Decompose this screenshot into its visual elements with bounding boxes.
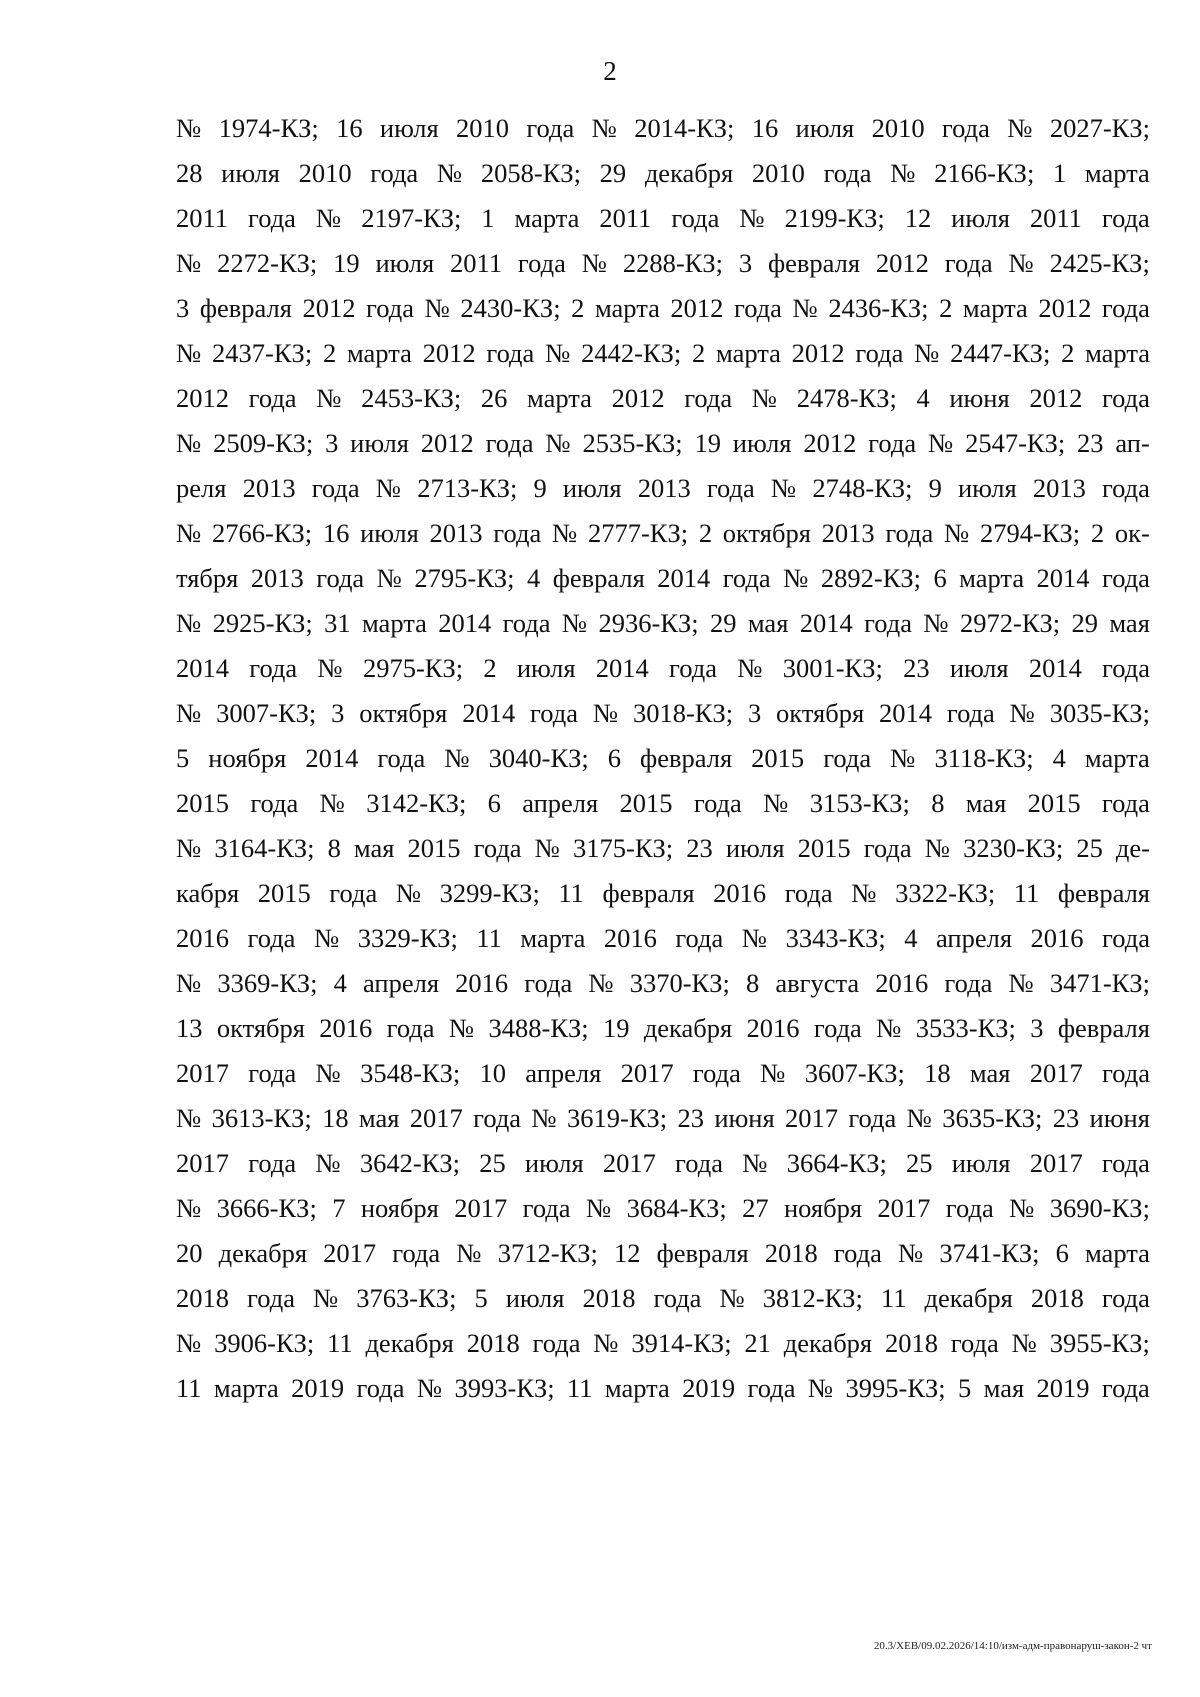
text-line: № 2509-КЗ; 3 июля 2012 года № 2535-КЗ; 19 июля 2012 года № 2547-КЗ; 23 ап- — [176, 428, 1150, 458]
text-line: № 3666-КЗ; 7 ноября 2017 года № 3684-КЗ; 27 ноября 2017 года № 3690-КЗ; — [176, 1193, 1150, 1223]
document-body — [176, 106, 1150, 1411]
text-line: № 2272-КЗ; 19 июля 2011 года № 2288-КЗ; 3 февраля 2012 года № 2425-КЗ; — [176, 248, 1150, 278]
text-line: 5 ноября 2014 года № 3040-КЗ; 6 февраля 2015 года № 3118-КЗ; 4 марта — [176, 743, 1150, 773]
text-line: 20 декабря 2017 года № 3712-КЗ; 12 февраля 2018 года № 3741-КЗ; 6 марта — [176, 1238, 1150, 1268]
text-line: № 3613-КЗ; 18 мая 2017 года № 3619-КЗ; 23 июня 2017 года № 3635-КЗ; 23 июня — [176, 1103, 1150, 1133]
text-line: № 1974-КЗ; 16 июля 2010 года № 2014-КЗ; 16 июля 2010 года № 2027-КЗ; — [176, 113, 1150, 143]
text-line: 2018 года № 3763-КЗ; 5 июля 2018 года № 3812-КЗ; 11 декабря 2018 года — [176, 1283, 1150, 1313]
text-line: № 3007-КЗ; 3 октября 2014 года № 3018-КЗ; 3 октября 2014 года № 3035-КЗ; — [176, 698, 1150, 728]
text-line: 2012 года № 2453-КЗ; 26 марта 2012 года № 2478-КЗ; 4 июня 2012 года — [176, 383, 1150, 413]
text-line: 3 февраля 2012 года № 2430-КЗ; 2 марта 2012 года № 2436-КЗ; 2 марта 2012 года — [176, 293, 1150, 323]
text-line: кабря 2015 года № 3299-КЗ; 11 февраля 2016 года № 3322-КЗ; 11 февраля — [176, 878, 1150, 908]
text-line: тября 2013 года № 2795-КЗ; 4 февраля 2014 года № 2892-КЗ; 6 марта 2014 года — [176, 563, 1150, 593]
text-line: № 3906-КЗ; 11 декабря 2018 года № 3914-КЗ; 21 декабря 2018 года № 3955-КЗ; — [176, 1328, 1150, 1358]
text-line: 2017 года № 3548-КЗ; 10 апреля 2017 года № 3607-КЗ; 18 мая 2017 года — [176, 1058, 1150, 1088]
text-line: 2011 года № 2197-КЗ; 1 марта 2011 года № 2199-КЗ; 12 июля 2011 года — [176, 203, 1150, 233]
text-line: № 2766-КЗ; 16 июля 2013 года № 2777-КЗ; 2 октября 2013 года № 2794-КЗ; 2 ок- — [176, 518, 1150, 548]
text-line: № 3369-КЗ; 4 апреля 2016 года № 3370-КЗ; 8 августа 2016 года № 3471-КЗ; — [176, 968, 1150, 998]
document-footer: 20.3/ХЕВ/09.02.2026/14:10/изм-адм-правонаруш-закон-2 чт — [873, 1640, 1152, 1652]
page-number: 2 — [603, 56, 617, 86]
text-line: 2015 года № 3142-КЗ; 6 апреля 2015 года № 3153-КЗ; 8 мая 2015 года — [176, 788, 1150, 818]
text-line: 13 октября 2016 года № 3488-КЗ; 19 декабря 2016 года № 3533-КЗ; 3 февраля — [176, 1013, 1150, 1043]
text-line: № 2437-КЗ; 2 марта 2012 года № 2442-КЗ; 2 марта 2012 года № 2447-КЗ; 2 марта — [176, 338, 1150, 368]
text-line: 11 марта 2019 года № 3993-КЗ; 11 марта 2019 года № 3995-КЗ; 5 мая 2019 года — [176, 1373, 1150, 1403]
text-line: 2016 года № 3329-КЗ; 11 марта 2016 года № 3343-КЗ; 4 апреля 2016 года — [176, 923, 1150, 953]
text-line: 2017 года № 3642-КЗ; 25 июля 2017 года № 3664-КЗ; 25 июля 2017 года — [176, 1148, 1150, 1178]
text-line: 28 июля 2010 года № 2058-КЗ; 29 декабря 2010 года № 2166-КЗ; 1 марта — [176, 158, 1150, 188]
text-line: реля 2013 года № 2713-КЗ; 9 июля 2013 года № 2748-КЗ; 9 июля 2013 года — [176, 473, 1150, 503]
text-line: № 2925-КЗ; 31 марта 2014 года № 2936-КЗ; 29 мая 2014 года № 2972-КЗ; 29 мая — [176, 608, 1150, 638]
text-line: 2014 года № 2975-КЗ; 2 июля 2014 года № 3001-КЗ; 23 июля 2014 года — [176, 653, 1150, 683]
text-line: № 3164-КЗ; 8 мая 2015 года № 3175-КЗ; 23 июля 2015 года № 3230-КЗ; 25 де- — [176, 833, 1150, 863]
